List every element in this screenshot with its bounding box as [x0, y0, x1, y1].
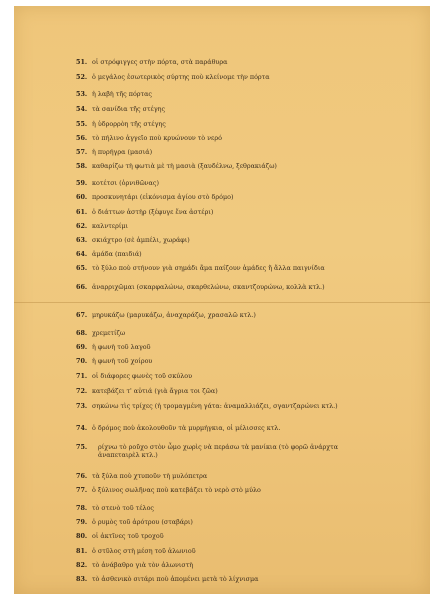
item-text: οἱ διάφορες φωνὲς τοῦ σκύλου	[92, 372, 192, 380]
item-text: κοτέτσι (ὀρνιθῶνας)	[92, 179, 159, 187]
item-number: 62.	[76, 222, 88, 230]
list-item	[76, 208, 426, 216]
item-number: 82.	[76, 561, 88, 569]
item-text: τὰ σανίδια τῆς στέγης	[92, 105, 166, 113]
item-text: οἱ ἀκτῖνες τοῦ τροχοῦ	[92, 532, 164, 540]
list-item	[76, 443, 426, 459]
list-item	[76, 73, 426, 81]
list-item	[76, 343, 426, 351]
item-number: 83.	[76, 575, 88, 583]
item-number: 63.	[76, 236, 88, 244]
item-text: ἁμάδα (παιδιά)	[92, 250, 142, 258]
item-text: ὁ στῦλος στὴ μέση τοῦ ἁλωνιοῦ	[92, 547, 196, 555]
item-number: 78.	[76, 504, 88, 512]
item-text: καλντερίμι	[92, 222, 129, 230]
item-number: 54.	[76, 105, 88, 113]
questionnaire-list	[14, 6, 430, 594]
list-item	[76, 105, 426, 113]
item-number: 52.	[76, 73, 88, 81]
list-item	[76, 250, 426, 258]
item-number: 53.	[76, 90, 88, 98]
list-item	[76, 357, 426, 365]
item-number: 55.	[76, 120, 88, 128]
item-text: σκιάχτρο (σὲ ἀμπέλι, χωράφι)	[92, 236, 190, 244]
list-item	[76, 472, 426, 480]
list-item	[76, 402, 426, 410]
item-text: ὁ δρόμος ποὺ ἀκολουθοῦν τὰ μυρμήγκια, οἱ μέλισσες κτλ.	[92, 424, 281, 432]
item-number: 51.	[76, 58, 88, 66]
list-item	[76, 148, 426, 156]
item-text: καθαρίζω τὴ φωτιὰ μὲ τὴ μασιὰ (ξαυδέλνω, ξεθρακιάζω)	[92, 162, 277, 170]
item-text: κατεβάζει τ' αὐτιά (γιὰ ἄγρια τοι ζῶα)	[92, 387, 218, 395]
list-item	[76, 120, 426, 128]
item-text: ἡ ὑδρορρὸη τῆς στέγης	[92, 120, 166, 128]
list-item	[76, 236, 426, 244]
list-item	[76, 518, 426, 526]
item-text: ἀναρριχῶμαι (σκαρφαλώνω, σκαρθελώνω, σκαντζουρώνω, κολλὰ κτλ.)	[92, 283, 325, 291]
item-text: ὁ διάττων ἀστὴρ (ξέφυγε ἕνα ἀστέρι)	[92, 208, 214, 216]
item-number: 61.	[76, 208, 88, 216]
list-item	[76, 162, 426, 170]
list-item	[76, 222, 426, 230]
list-item	[76, 179, 426, 187]
item-number: 73.	[76, 402, 88, 410]
list-item	[76, 504, 426, 512]
list-item	[76, 264, 426, 272]
list-item	[76, 90, 426, 98]
item-number: 68.	[76, 329, 88, 337]
item-number: 81.	[76, 547, 88, 555]
item-number: 72.	[76, 387, 88, 395]
item-number: 64.	[76, 250, 88, 258]
item-number: 71.	[76, 372, 88, 380]
list-item	[76, 547, 426, 555]
item-text: ὁ μεγάλος ἐσωτερικὸς σύρτης ποὺ κλείνομε τὴν πόρτα	[92, 73, 270, 81]
item-number: 75.	[76, 443, 88, 451]
item-text: τὸ πήλινο ἀγγεῖο ποὺ κρυώνουν τὸ νερό	[92, 134, 222, 142]
item-number: 76.	[76, 472, 88, 480]
item-number: 60.	[76, 193, 88, 201]
item-text: μηρυκάζω (μαρυκάζω, ἀναχαράζω, χρασαλῶ κτλ.)	[92, 311, 256, 319]
item-number: 69.	[76, 343, 88, 351]
item-number: 70.	[76, 357, 88, 365]
list-item	[76, 486, 426, 494]
item-text: ρίχνω τὸ ροῦχο στὸν ὦμο χωρὶς νὰ περάσω τὰ μανίκια (τὸ φορῶ ἀνάρχτα ἀναπεταιρὲλ κτλ.)	[98, 443, 339, 459]
list-item	[76, 372, 426, 380]
item-text: τὸ ξύλο ποὺ στήνουν γιὰ σημάδι ἅμα παίζουν ἁμάδες ἢ ἄλλα παιγνίδια	[92, 264, 325, 272]
list-item	[76, 311, 426, 319]
list-item	[76, 575, 426, 583]
item-text: ἡ λαβὴ τῆς πόρτας	[92, 90, 152, 98]
item-number: 65.	[76, 264, 88, 272]
item-text: ὁ ρυμὸς τοῦ ἀρότρου (σταβάρι)	[92, 518, 193, 526]
item-text: τὸ ἀσθενικὸ σιτάρι ποὺ ἀπομένει μετὰ τὸ λίχνισμα	[92, 575, 259, 583]
list-item	[76, 193, 426, 201]
list-item	[76, 283, 426, 291]
item-number: 59.	[76, 179, 88, 187]
list-item	[76, 329, 426, 337]
item-text: ἡ φωνὴ τοῦ λαγοῦ	[92, 343, 151, 351]
list-item	[76, 134, 426, 142]
item-number: 80.	[76, 532, 88, 540]
document-page	[14, 6, 430, 594]
item-number: 66.	[76, 283, 88, 291]
item-number: 67.	[76, 311, 88, 319]
item-text: τὸ στενὸ τοῦ τέλος	[92, 504, 155, 512]
item-text: οἱ στρόφιγγες στὴν πόρτα, στὰ παράθυρα	[92, 58, 228, 66]
list-item	[76, 561, 426, 569]
item-number: 79.	[76, 518, 88, 526]
item-number: 58.	[76, 162, 88, 170]
item-text: τὸ ἀνάβαθρο γιὰ τὸν ἁλωνιστὴ	[92, 561, 194, 569]
item-number: 77.	[76, 486, 88, 494]
item-text: ἡ πυρήγρα (μασιά)	[92, 148, 153, 156]
item-text: προσκυνητάρι (εἰκόνισμα ἁγίου στὸ δρόμο)	[92, 193, 234, 201]
item-number: 57.	[76, 148, 88, 156]
item-text: τὰ ξύλα ποὺ χτυποῦν τὴ μυλόπετρα	[92, 472, 208, 480]
list-item	[76, 424, 426, 432]
item-text: σηκώνω τὶς τρίχες (ἡ τρομαγμένη γάτα: ἀναμαλλιάζει, σγαντζαρώνει κτλ.)	[92, 402, 338, 410]
item-number: 74.	[76, 424, 88, 432]
list-item	[76, 58, 426, 66]
list-item	[76, 387, 426, 395]
item-text: ὁ ξύλινος σωλῆνας ποὺ κατεβάζει τὸ νερὸ στὸ μύλο	[92, 486, 261, 494]
item-number: 56.	[76, 134, 88, 142]
item-text: ἡ φωνὴ τοῦ χοίρου	[92, 357, 153, 365]
item-text: χρεμετίζω	[92, 329, 126, 337]
list-item	[76, 532, 426, 540]
